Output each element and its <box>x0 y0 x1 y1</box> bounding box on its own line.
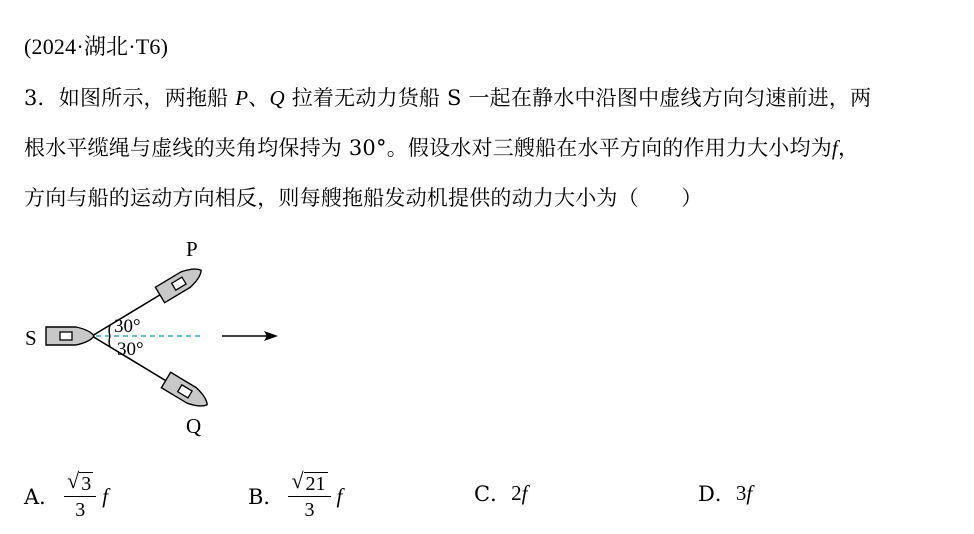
option-b-denominator: 3 <box>304 499 315 521</box>
option-b[interactable] <box>248 470 342 522</box>
angle-arc-top <box>109 325 110 336</box>
option-b-variable: f <box>336 483 343 508</box>
option-d-coefficient: 3 <box>735 480 747 505</box>
cargo-ship-s <box>46 327 94 345</box>
sqrt-icon: √ <box>67 468 80 493</box>
punctuation: ， <box>837 136 860 160</box>
option-c-letter: C． <box>474 482 512 506</box>
angle-label-top: 30° <box>114 316 141 337</box>
label-p: P <box>186 237 198 261</box>
option-c-variable: f <box>521 480 528 505</box>
option-a-letter: A． <box>24 485 61 509</box>
option-c-coefficient: 2 <box>511 480 522 505</box>
label-q: Q <box>186 414 202 438</box>
tugboat-p <box>155 263 205 303</box>
option-d-letter: D． <box>698 482 736 506</box>
question-text: 3．如图所示，两拖船 <box>24 86 236 110</box>
ship-force-diagram <box>0 228 320 448</box>
variable-q: Q <box>269 86 285 110</box>
variable-p: P <box>235 86 249 110</box>
tugboat-q <box>161 372 211 412</box>
angle-arc-bottom <box>109 336 110 347</box>
option-c[interactable] <box>474 478 527 508</box>
option-a-fraction <box>64 470 96 522</box>
option-a-denominator: 3 <box>75 499 86 521</box>
separator: 、 <box>248 86 270 110</box>
variable-f: f <box>831 136 838 160</box>
question-line-3: 方向与船的运动方向相反，则每艘拖船发动机提供的动力大小为（ ） <box>24 186 703 210</box>
label-s: S <box>25 326 37 350</box>
option-a[interactable] <box>24 470 108 522</box>
option-a-variable: f <box>102 483 109 508</box>
question-line-1 <box>24 82 871 112</box>
angle-label-bottom: 30° <box>117 339 144 360</box>
option-d-variable: f <box>746 480 753 505</box>
question-text: 拉着无动力货船 S 一起在静水中沿图中虚线方向匀速前进，两 <box>284 86 872 110</box>
option-b-radicand: 21 <box>305 473 326 495</box>
sqrt-icon: √ <box>291 468 304 493</box>
question-source: (2024·湖北·T6) <box>24 34 169 59</box>
question-line-2 <box>24 132 859 162</box>
option-b-letter: B． <box>248 485 285 509</box>
option-a-radicand: 3 <box>81 473 92 495</box>
option-b-fraction <box>288 470 330 522</box>
question-text: 根水平缆绳与虚线的夹角均保持为 30°。假设水对三艘船在水平方向的作用力大小均为 <box>24 136 832 160</box>
option-d[interactable] <box>698 478 752 508</box>
